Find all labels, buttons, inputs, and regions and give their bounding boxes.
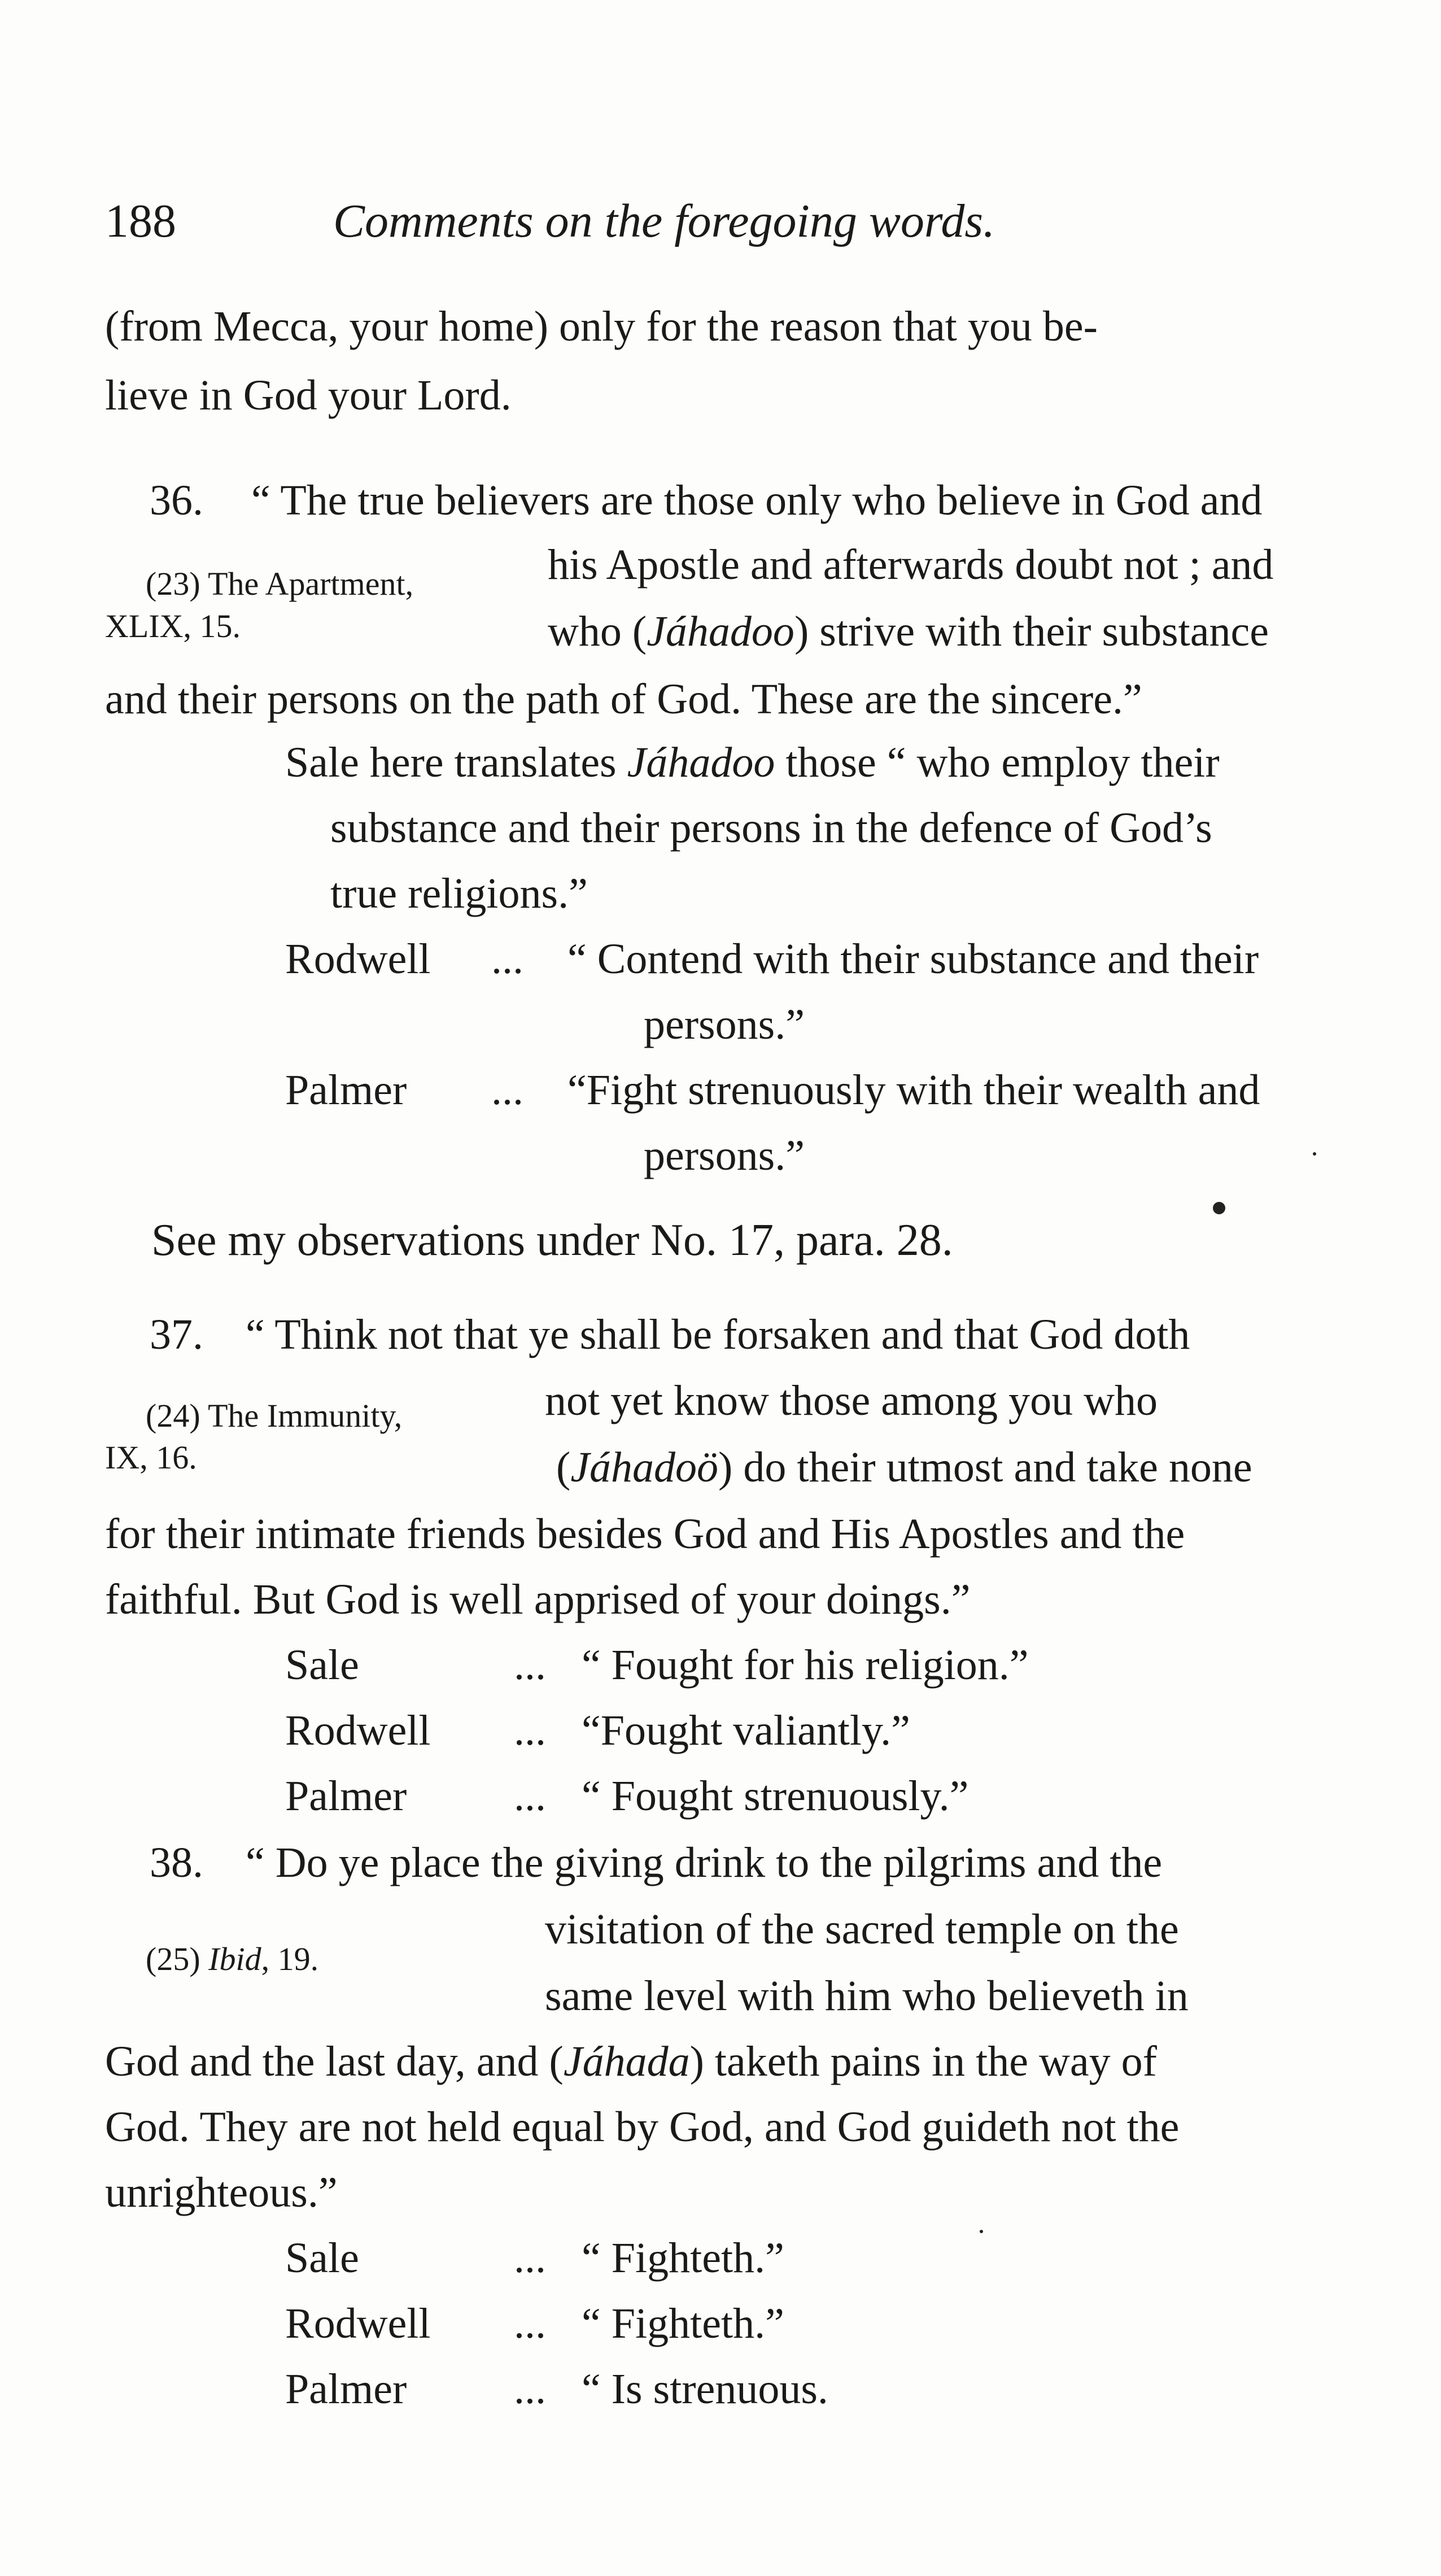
rodwell-translation: “Fought valiantly.” [582, 1707, 910, 1754]
sale-ellipsis: ... [514, 1641, 546, 1689]
rodwell-ellipsis: ... [514, 2300, 546, 2347]
verse-36-side-note-1: (23) The Apartment, [146, 565, 414, 602]
sale-name: Sale [285, 1641, 359, 1689]
stray-mark [1313, 1152, 1316, 1156]
sale-translation: “ Fighteth.” [582, 2234, 784, 2282]
sale-translation-line-2: substance and their persons in the defence of God’s [330, 804, 1212, 852]
palmer-translation: “ Fought strenuously.” [582, 1772, 969, 1820]
continuation-line-1: (from Mecca, your home) only for the reason that you be- [105, 303, 1098, 350]
rodwell-translation: “ Fighteth.” [582, 2300, 784, 2347]
verse-38-number: 38. [150, 1839, 203, 1886]
page-number: 188 [105, 195, 176, 247]
palmer-name: Palmer [285, 2365, 407, 2413]
verse-38-side-note: (25) Ibid, 19. [146, 1941, 319, 1977]
verse-38-line-1: “ Do ye place the giving drink to the pilgrims and the [246, 1839, 1163, 1886]
palmer-translation-line-2: persons.” [644, 1132, 805, 1179]
rodwell-translation-line-1: “ Contend with their substance and their [567, 935, 1259, 983]
sale-translation: “ Fought for his religion.” [582, 1641, 1029, 1689]
continuation-line-2: lieve in God your Lord. [105, 372, 512, 419]
verse-37-line-4: for their intimate friends besides God and His Apostles and the [105, 1510, 1185, 1558]
sale-name: Sale [285, 2234, 359, 2282]
rodwell-ellipsis: ... [514, 1707, 546, 1754]
stray-mark [980, 2230, 983, 2233]
sale-ellipsis: ... [514, 2234, 546, 2282]
verse-37-line-2: not yet know those among you who [545, 1377, 1158, 1424]
rodwell-ellipsis: ... [491, 935, 523, 983]
sale-translation-line-3: true religions.” [330, 870, 588, 917]
verse-38-line-5: God. They are not held equal by God, and God guideth not the [105, 2103, 1180, 2151]
rodwell-translation-line-2: persons.” [644, 1001, 805, 1048]
verse-37-line-1: “ Think not that ye shall be forsaken and that God doth [246, 1311, 1190, 1358]
verse-38-line-3: same level with him who believeth in [545, 1972, 1189, 2020]
palmer-ellipsis: ... [514, 2365, 546, 2413]
rodwell-name: Rodwell [285, 1707, 431, 1754]
palmer-translation: “ Is strenuous. [582, 2365, 828, 2413]
verse-37-line-5: faithful. But God is well apprised of your doings.” [105, 1576, 971, 1623]
running-title: Comments on the foregoing words. [333, 195, 995, 247]
verse-37-side-note-1: (24) The Immunity, [146, 1397, 403, 1434]
verse-38-line-2: visitation of the sacred temple on the [545, 1906, 1179, 1953]
verse-37-number: 37. [150, 1311, 203, 1358]
verse-36-number: 36. [150, 477, 203, 524]
rodwell-name: Rodwell [285, 935, 431, 983]
palmer-translation-line-1: “Fight strenuously with their wealth and [567, 1066, 1260, 1114]
observation-line: See my observations under No. 17, para. 28. [151, 1215, 953, 1265]
verse-36-line-2: his Apostle and afterwards doubt not ; and [548, 541, 1274, 589]
rodwell-name: Rodwell [285, 2300, 431, 2347]
verse-38-line-4: God and the last day, and (Jáhada) taketh pains in the way of [105, 2038, 1157, 2085]
palmer-name: Palmer [285, 1066, 407, 1114]
palmer-ellipsis: ... [514, 1772, 546, 1820]
verse-37-line-3: (Jáhadoö) do their utmost and take none [556, 1444, 1252, 1491]
verse-36-side-note-2: XLIX, 15. [105, 608, 241, 644]
verse-36-line-1: “ The true believers are those only who believe in God and [251, 477, 1263, 524]
ink-blot [1213, 1202, 1225, 1214]
palmer-ellipsis: ... [491, 1066, 523, 1114]
sale-translation-line-1: Sale here translates Jáhadoo those “ who employ their [285, 739, 1220, 786]
verse-37-side-note-2: IX, 16. [105, 1439, 197, 1476]
verse-36-line-4: and their persons on the path of God. These are the sincere.” [105, 675, 1142, 723]
palmer-name: Palmer [285, 1772, 407, 1820]
verse-38-line-6: unrighteous.” [105, 2169, 338, 2216]
verse-36-line-3: who (Jáhadoo) strive with their substance [548, 608, 1269, 655]
